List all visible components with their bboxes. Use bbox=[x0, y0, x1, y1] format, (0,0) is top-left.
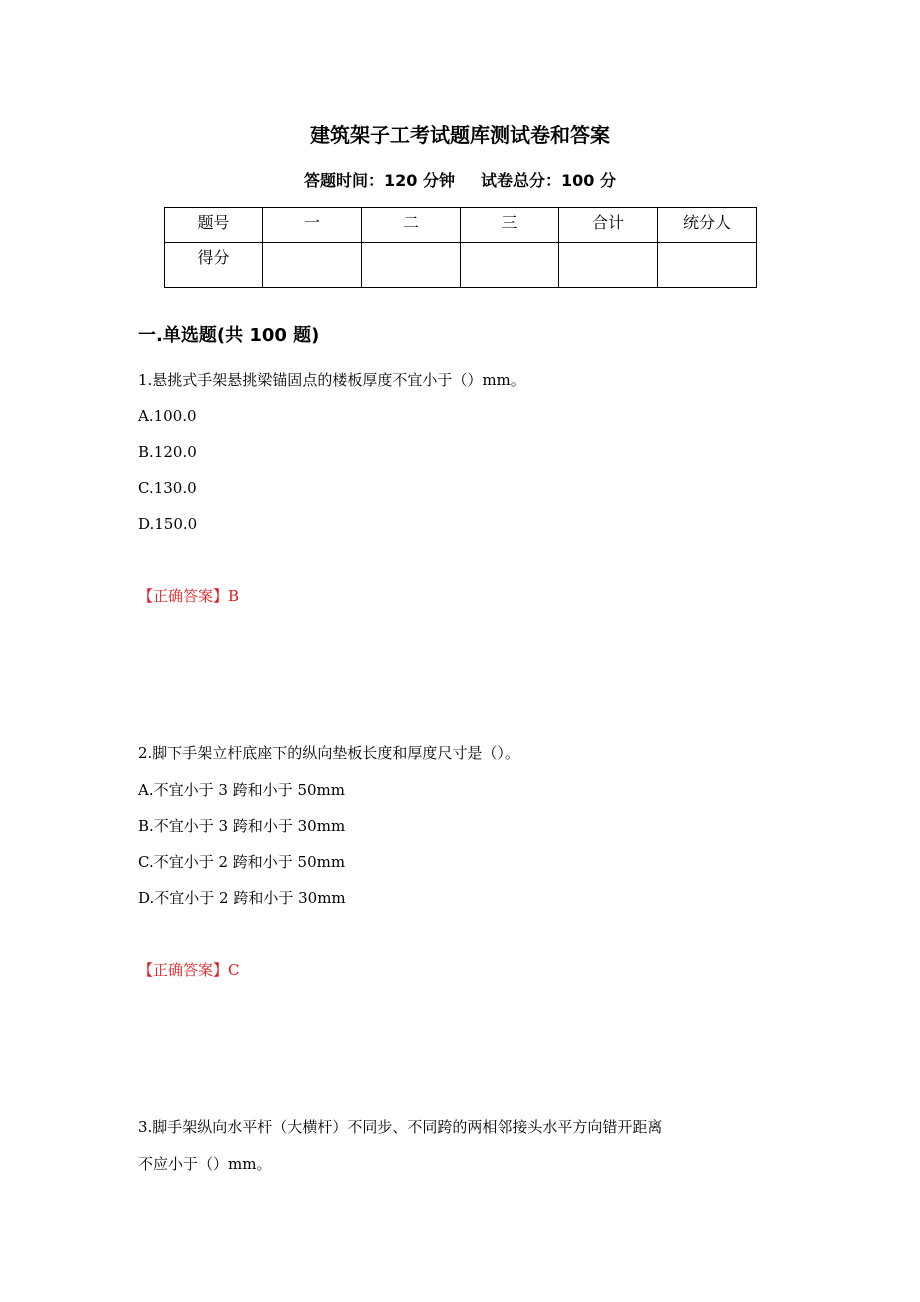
score-table-cell bbox=[559, 243, 658, 288]
score-table-cell bbox=[362, 243, 461, 288]
score-table bbox=[164, 207, 757, 288]
option-a: A.100.0 bbox=[138, 407, 197, 425]
option-d: D.不宜小于 2 跨和小于 30mm bbox=[138, 889, 346, 907]
correct-answer: 【正确答案】C bbox=[138, 961, 240, 979]
option-a: A.不宜小于 3 跨和小于 50mm bbox=[138, 781, 345, 799]
score-table-cell: 得分 bbox=[165, 243, 263, 288]
option-b: B.不宜小于 3 跨和小于 30mm bbox=[138, 817, 346, 835]
question-stem-line-2: 不应小于（）mm。 bbox=[138, 1155, 272, 1173]
option-b: B.120.0 bbox=[138, 443, 197, 461]
option-d: D.150.0 bbox=[138, 515, 198, 533]
option-c: C.不宜小于 2 跨和小于 50mm bbox=[138, 853, 346, 871]
question-stem: 1.悬挑式手架悬挑梁锚固点的楼板厚度不宜小于（）mm。 bbox=[138, 371, 526, 389]
score-table-cell: 二 bbox=[362, 208, 461, 243]
score-table-header-row bbox=[165, 208, 757, 243]
score-table-score-row bbox=[165, 243, 757, 288]
document-title: 建筑架子工考试题库测试卷和答案 bbox=[310, 123, 610, 147]
exam-info bbox=[0, 168, 920, 194]
exam-time: 答题时间：120 分钟 bbox=[304, 171, 455, 190]
score-table-cell: 合计 bbox=[559, 208, 658, 243]
score-table-cell bbox=[263, 243, 362, 288]
score-table-cell: 统分人 bbox=[658, 208, 757, 243]
score-table-cell bbox=[658, 243, 757, 288]
score-table-cell: 题号 bbox=[165, 208, 263, 243]
exam-total-score: 试卷总分：100 分 bbox=[481, 171, 616, 190]
score-table-cell: 三 bbox=[461, 208, 559, 243]
question-stem: 2.脚下手架立杆底座下的纵向垫板长度和厚度尺寸是（）。 bbox=[138, 744, 520, 762]
option-c: C.130.0 bbox=[138, 479, 197, 497]
score-table-cell: 一 bbox=[263, 208, 362, 243]
correct-answer: 【正确答案】B bbox=[138, 587, 240, 605]
question-stem-line-1: 3.脚手架纵向水平杆（大横杆）不同步、不同跨的两相邻接头水平方向错开距离 bbox=[138, 1118, 663, 1136]
score-table-cell bbox=[461, 243, 559, 288]
section-heading: 一.单选题(共 100 题) bbox=[138, 325, 320, 346]
